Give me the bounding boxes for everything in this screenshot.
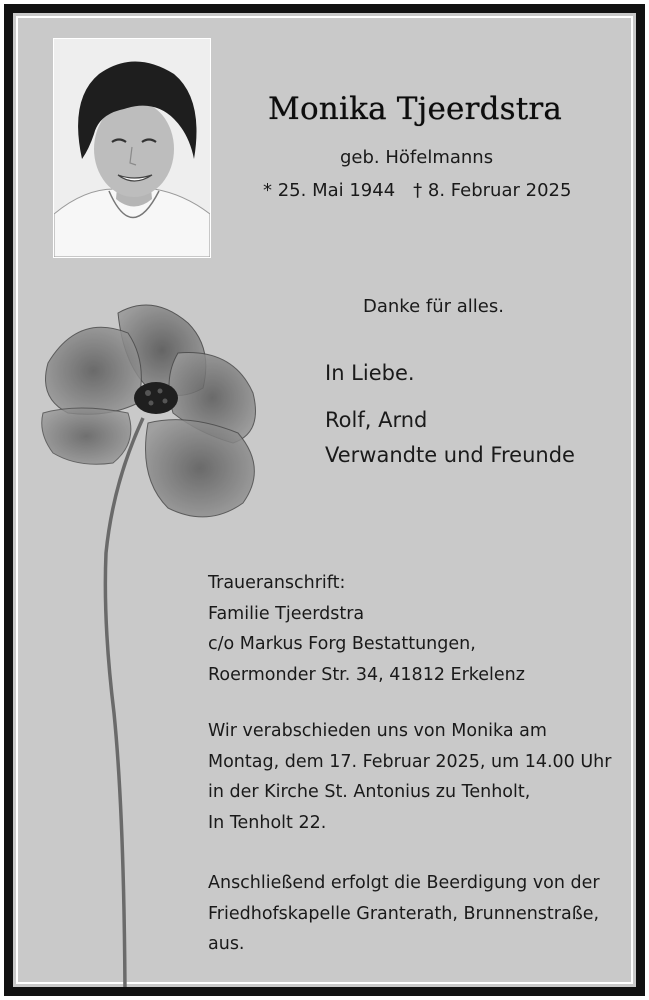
farewell-line: In Tenholt 22. <box>208 812 327 833</box>
mourning-address <box>208 568 525 690</box>
deceased-name: Monika Tjeerdstra <box>268 91 563 127</box>
life-dates <box>263 180 571 201</box>
notice-border <box>4 4 645 996</box>
farewell-line: Wir verabschieden uns von Monika am <box>208 721 547 741</box>
address-line: c/o Markus Forg Bestattungen, <box>208 634 476 654</box>
maiden-name: geb. Höfelmanns <box>340 147 494 168</box>
farewell-line: Montag, dem 17. Februar 2025, um 14.00 Uhr <box>208 751 612 772</box>
burial-line: aus. <box>208 934 245 954</box>
burial-details <box>208 868 600 960</box>
address-line: Traueranschrift: <box>208 573 346 593</box>
mourners-line-1: Rolf, Arnd <box>325 408 428 432</box>
thanks-text: Danke für alles. <box>363 296 504 317</box>
birth-date: * 25. Mai 1944 <box>263 180 396 201</box>
portrait-photo <box>53 38 211 258</box>
death-date: † 8. Februar 2025 <box>413 180 572 201</box>
address-line: Familie Tjeerdstra <box>208 603 365 624</box>
burial-line: Friedhofskapelle Granterath, Brunnenstraße, <box>208 903 600 924</box>
address-line: Roermonder Str. 34, 41812 Erkelenz <box>208 664 525 685</box>
farewell-details <box>208 716 611 838</box>
farewell-line: in der Kirche St. Antonius zu Tenholt, <box>208 782 531 802</box>
obituary-card <box>13 13 636 987</box>
burial-line: Anschließend erfolgt die Beerdigung von der <box>208 873 600 893</box>
mourners-line-2: Verwandte und Freunde <box>325 443 575 467</box>
love-text: In Liebe. <box>325 361 415 385</box>
